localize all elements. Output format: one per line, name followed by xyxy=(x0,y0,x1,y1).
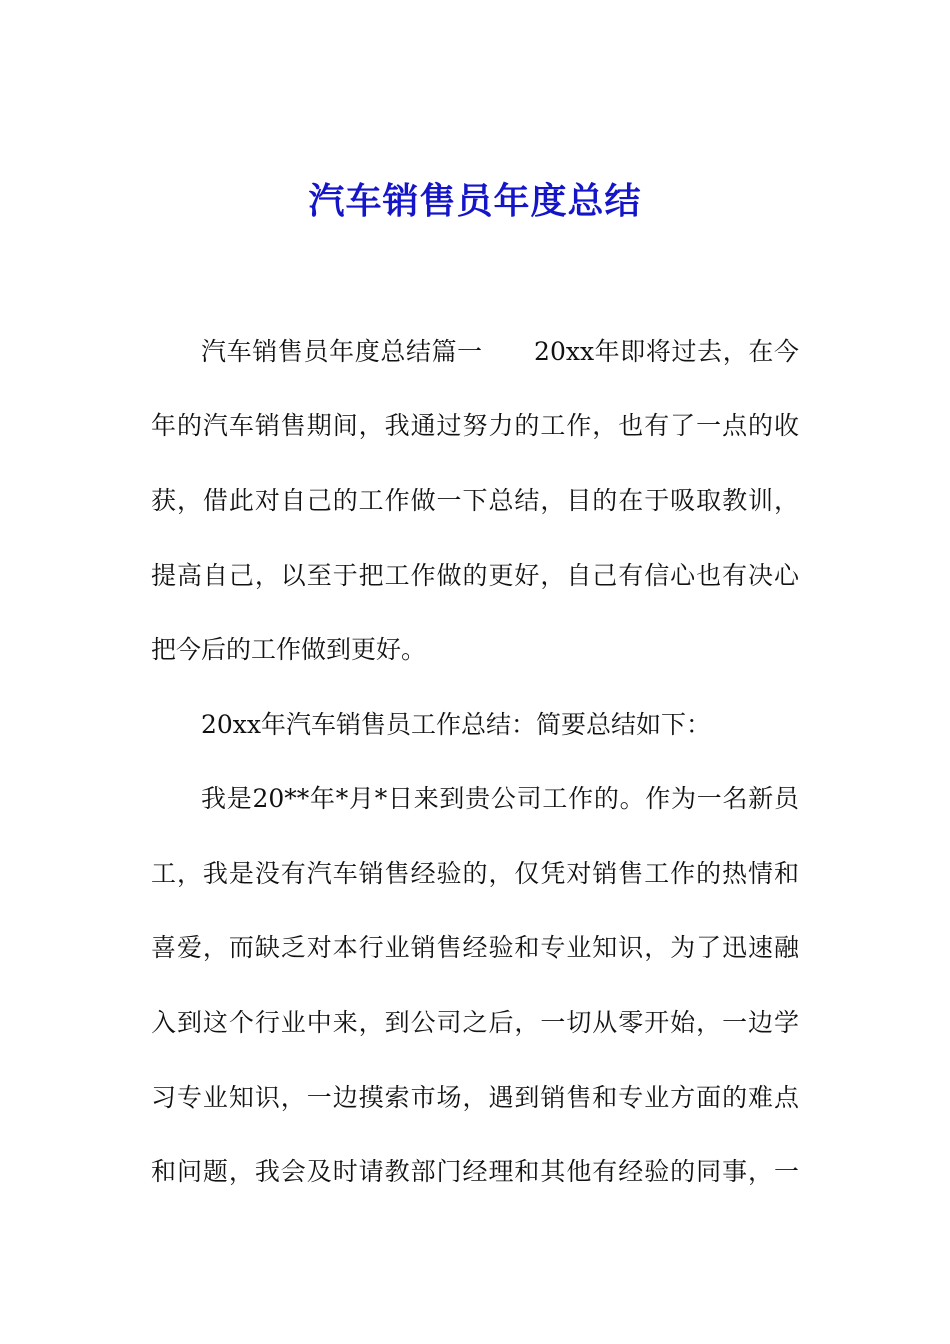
document-title: 汽车销售员年度总结 xyxy=(308,181,642,222)
paragraph-line: 我是20**年*月*日来到贵公司工作的。作为一名新员 xyxy=(201,784,799,813)
paragraph-line: 提高自己，以至于把工作做的更好，自己有信心也有决心 xyxy=(151,561,799,590)
paragraph-line: 入到这个行业中来，到公司之后，一切从零开始，一边学 xyxy=(151,1008,799,1037)
paragraph-line: 工，我是没有汽车销售经验的，仅凭对销售工作的热情和 xyxy=(151,859,799,888)
paragraph-line: 喜爱，而缺乏对本行业销售经验和专业知识，为了迅速融 xyxy=(151,933,799,962)
paragraph-line: 和问题，我会及时请教部门经理和其他有经验的同事，一 xyxy=(151,1157,799,1186)
paragraph-line: 习专业知识，一边摸索市场，遇到销售和专业方面的难点 xyxy=(151,1083,799,1112)
paragraph-line: 20xx年汽车销售员工作总结：简要总结如下： xyxy=(201,710,712,739)
paragraph-line: 把今后的工作做到更好。 xyxy=(151,635,427,664)
paragraph-line: 获，借此对自己的工作做一下总结，目的在于吸取教训， xyxy=(151,486,799,515)
paragraph-line: 汽车销售员年度总结篇一 20xx年即将过去，在今 xyxy=(201,337,799,366)
paragraph-line: 年的汽车销售期间，我通过努力的工作，也有了一点的收 xyxy=(151,411,799,440)
